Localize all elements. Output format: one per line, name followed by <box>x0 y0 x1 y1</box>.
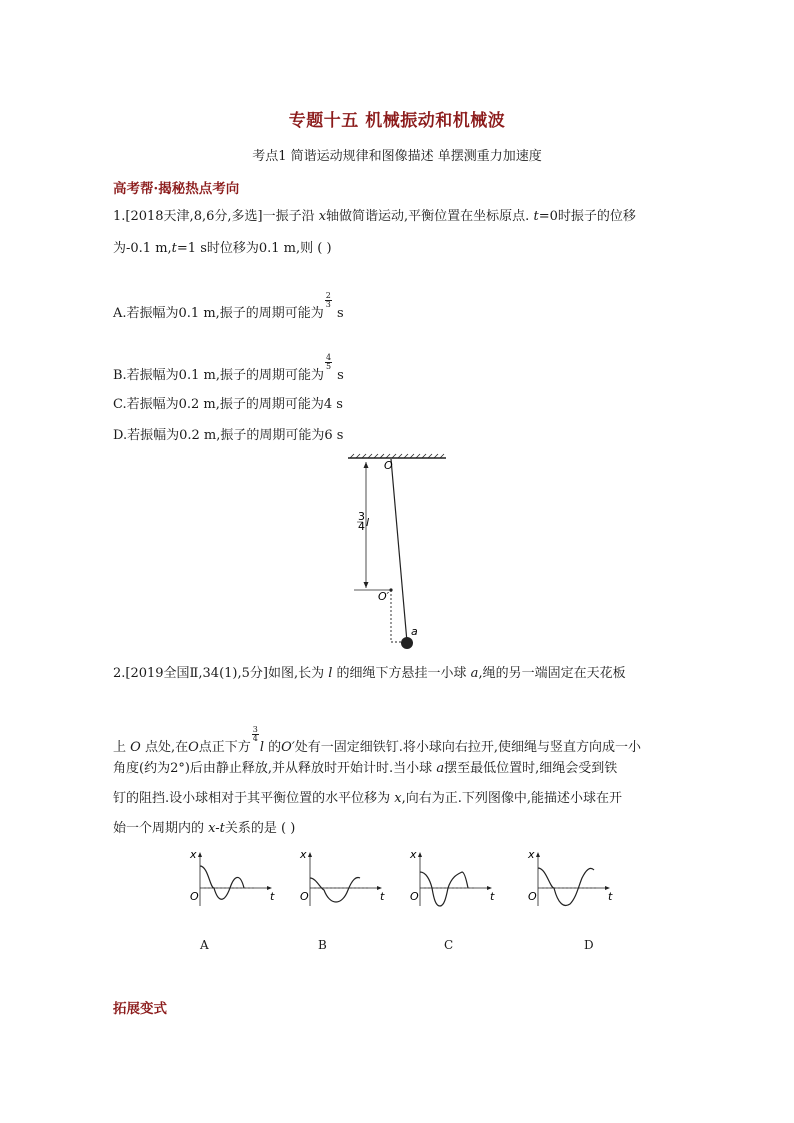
graph-a <box>186 848 276 910</box>
q2-var-l: l <box>259 740 265 755</box>
option-text: A.若振幅为0.1 m,振子的周期可能为 <box>113 306 324 321</box>
q2-text: 关系的是 ( ) <box>224 821 296 836</box>
q1-text: 轴做简谐运动,平衡位置在坐标原点. <box>326 209 534 224</box>
label-O-prime: O′ <box>378 590 390 603</box>
graph-curve <box>200 866 244 899</box>
q1-line2 <box>113 240 332 258</box>
fraction <box>325 354 332 371</box>
q2-text: ,向右为正.下列图像中,能描述小球在开 <box>401 791 623 806</box>
q2-text: 钉的阻挡.设小球相对于其平衡位置的水平位移为 <box>113 791 395 806</box>
q2-text: 的细绳下方悬挂一小球 <box>332 666 471 681</box>
q2-text: 点正下方 <box>198 740 251 755</box>
graph-label-c: C <box>444 938 454 952</box>
length-l: l <box>366 516 370 529</box>
arrow-up-icon <box>308 852 312 857</box>
length-denominator: 4 <box>358 520 365 533</box>
q1-var-t: t <box>533 209 539 224</box>
numerator: 3 <box>252 725 258 734</box>
axis-t-label: t <box>608 890 613 903</box>
denominator: 5 <box>325 362 332 371</box>
fraction <box>252 726 259 743</box>
pendulum-figure <box>340 450 460 650</box>
q2-var-a: a <box>470 666 479 681</box>
axis-x-label: x <box>300 848 307 861</box>
fraction <box>325 292 332 309</box>
q1-option-b <box>113 354 344 385</box>
q2-text: 角度(约为2°)后由静止释放,并从释放时开始计时.当小球 <box>113 761 437 776</box>
q1-option-c: C.若振幅为0.2 m,振子的周期可能为4 s <box>113 397 343 412</box>
label-O: O <box>384 459 393 472</box>
denominator: 3 <box>325 300 331 309</box>
q2-var-xt: x-t <box>208 821 225 836</box>
subtitle: 考点1 简谐运动规律和图像描述 单摆测重力加速度 <box>252 149 542 164</box>
q2-var-x: x <box>394 791 402 806</box>
q2-text: 始一个周期内的 <box>113 821 209 836</box>
arrow-up-icon <box>364 462 369 468</box>
section-heading-extension: 拓展变式 <box>113 1001 167 1017</box>
q1-text: 1.[2018天津,8,6分,多选]一振子沿 <box>113 209 319 224</box>
nail-dot <box>389 588 392 591</box>
section-heading: 高考帮·揭秘热点考向 <box>113 181 240 197</box>
q2-var-l: l <box>328 666 333 681</box>
q2-line1 <box>113 665 626 683</box>
q1-var-x: x <box>318 209 327 224</box>
string <box>391 459 407 642</box>
graph-curve <box>538 868 594 905</box>
origin-label: O <box>528 890 537 903</box>
q1-line1 <box>113 208 636 226</box>
ball-a <box>401 637 413 649</box>
unit: s <box>333 368 344 383</box>
length-numerator: 3 <box>358 510 365 523</box>
q2-text: 上 <box>113 740 131 755</box>
q2-text: 点处,在 <box>140 740 189 755</box>
page-title: 专题十五 机械振动和机械波 <box>288 111 506 131</box>
q2-var-O: O <box>188 740 199 755</box>
label-a: a <box>411 625 418 638</box>
graph-d <box>524 848 614 910</box>
q2-var-O: O <box>130 740 141 755</box>
q1-var-t: t <box>171 241 177 256</box>
graph-curve <box>310 878 360 903</box>
q2-var-O-prime: O′ <box>281 740 295 755</box>
arrow-up-icon <box>198 852 202 857</box>
q2-text: ,绳的另一端固定在天花板 <box>478 666 626 681</box>
q1-text: 为-0.1 m, <box>113 241 172 256</box>
graph-curve <box>420 872 468 906</box>
arrow-up-icon <box>418 852 422 857</box>
option-text: B.若振幅为0.1 m,振子的周期可能为 <box>113 368 324 383</box>
axis-x-label: x <box>528 848 535 861</box>
numerator: 2 <box>325 291 331 300</box>
q1-text: =0时振子的位移 <box>538 209 636 224</box>
graph-c <box>406 848 496 910</box>
unit: s <box>332 306 344 321</box>
axis-t-label: t <box>490 890 495 903</box>
arrow-down-icon <box>364 582 369 588</box>
q1-option-d: D.若振幅为0.2 m,振子的周期可能为6 s <box>113 428 344 443</box>
q2-line5 <box>113 820 295 838</box>
arrow-up-icon <box>536 852 540 857</box>
graph-label-a: A <box>200 938 209 952</box>
axis-x-label: x <box>410 848 417 861</box>
origin-label: O <box>300 890 309 903</box>
numerator: 4 <box>325 353 332 362</box>
q1-text: =1 s时位移为0.1 m,则 ( ) <box>176 241 332 256</box>
origin-label: O <box>410 890 419 903</box>
graph-label-d: D <box>584 938 594 952</box>
q2-var-a: a <box>436 761 445 776</box>
origin-label: O <box>190 890 199 903</box>
axis-t-label: t <box>380 890 385 903</box>
q2-line3 <box>113 760 617 778</box>
q2-text: 处有一固定细铁钉.将小球向右拉开,使细绳与竖直方向成一小 <box>294 740 642 755</box>
q2-text: 的 <box>264 740 282 755</box>
q2-text: 摆至最低位置时,细绳会受到铁 <box>444 761 618 776</box>
q1-option-a <box>113 292 344 323</box>
q2-line2 <box>113 726 641 757</box>
q2-line4 <box>113 790 622 808</box>
axis-t-label: t <box>270 890 275 903</box>
q2-text: 2.[2019全国Ⅱ,34(1),5分]如图,长为 <box>113 666 329 681</box>
graph-label-b: B <box>318 938 327 952</box>
graph-b <box>296 848 386 910</box>
axis-x-label: x <box>190 848 197 861</box>
denominator: 4 <box>252 734 258 743</box>
